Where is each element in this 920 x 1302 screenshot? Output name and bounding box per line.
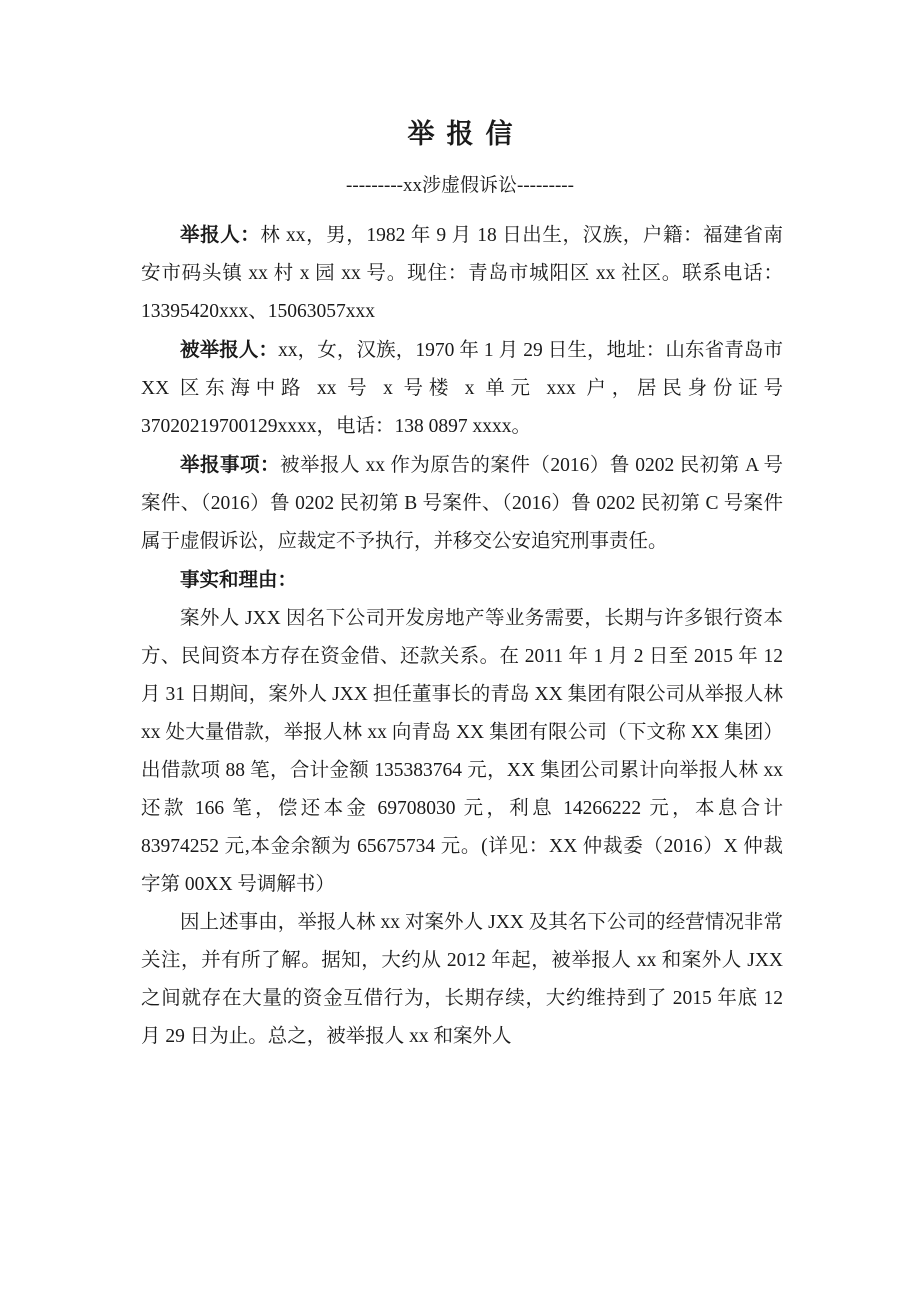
reporter-paragraph bbox=[141, 216, 783, 331]
reported-paragraph bbox=[141, 331, 783, 446]
facts-paragraph-1: 案外人 JXX 因名下公司开发房地产等业务需要，长期与许多银行资本方、民间资本方存在资金借、还款关系。在 2011 年 1 月 2 日至 2015 年 12 月 31 日期间，案外人 JXX 担任董事长的青岛 XX 集团有限公司从举报人林 xx 处大量借款，举报人林 xx 向青岛 XX 集团有限公司（下文称 XX 集团）出借款项 88 笔，合计金额 135383764 元，XX 集团公司累计向举报人林 xx 还款 166 笔，偿还本金 69708030 元，利息 14266222 元，本息合计 83974252 元,本金余额为 65675734 元。(详见：XX 仲裁委（2016）X 仲裁字第 00XX 号调解书） bbox=[141, 608, 783, 895]
reporter-text: 林 xx，男，1982 年 9 月 18 日出生，汉族，户籍：福建省南安市码头镇 xx 村 x 园 xx 号。现住：青岛市城阳区 xx 社区。联系电话：13395420xxx、15063057xxx bbox=[141, 225, 783, 322]
reported-label: 被举报人： bbox=[180, 338, 279, 361]
facts-heading-paragraph bbox=[141, 561, 783, 600]
matter-label: 举报事项： bbox=[180, 453, 281, 476]
reporter-label: 举报人： bbox=[180, 223, 261, 246]
matter-text: 被举报人 xx 作为原告的案件（2016）鲁 0202 民初第 A 号案件、（2016）鲁 0202 民初第 B 号案件、（2016）鲁 0202 民初第 C 号案件属于虚假诉讼，应裁定不予执行，并移交公安追究刑事责任。 bbox=[141, 455, 783, 552]
document-title: 举报信 bbox=[407, 119, 525, 150]
matter-paragraph bbox=[141, 446, 783, 561]
document-body bbox=[141, 216, 783, 1056]
document-subtitle: ---------xx涉虚假诉讼--------- bbox=[346, 175, 574, 196]
facts-paragraph-2: 因上述事由，举报人林 xx 对案外人 JXX 及其名下公司的经营情况非常关注，并有所了解。据知，大约从 2012 年起，被举报人 xx 和案外人 JXX 之间就存在大量的资金互借行为，长期存续，大约维持到了 2015 年底 12 月 29 日为止。总之，被举报人 xx 和案外人 bbox=[141, 912, 783, 1047]
reported-text: xx，女，汉族，1970 年 1 月 29 日生，地址：山东省青岛市 XX 区东海中路 xx 号 x 号楼 x 单元 xxx 户，居民身份证号 37020219700129xxxx，电话：138 0897 xxxx。 bbox=[141, 340, 783, 437]
facts-heading: 事实和理由： bbox=[180, 568, 298, 591]
